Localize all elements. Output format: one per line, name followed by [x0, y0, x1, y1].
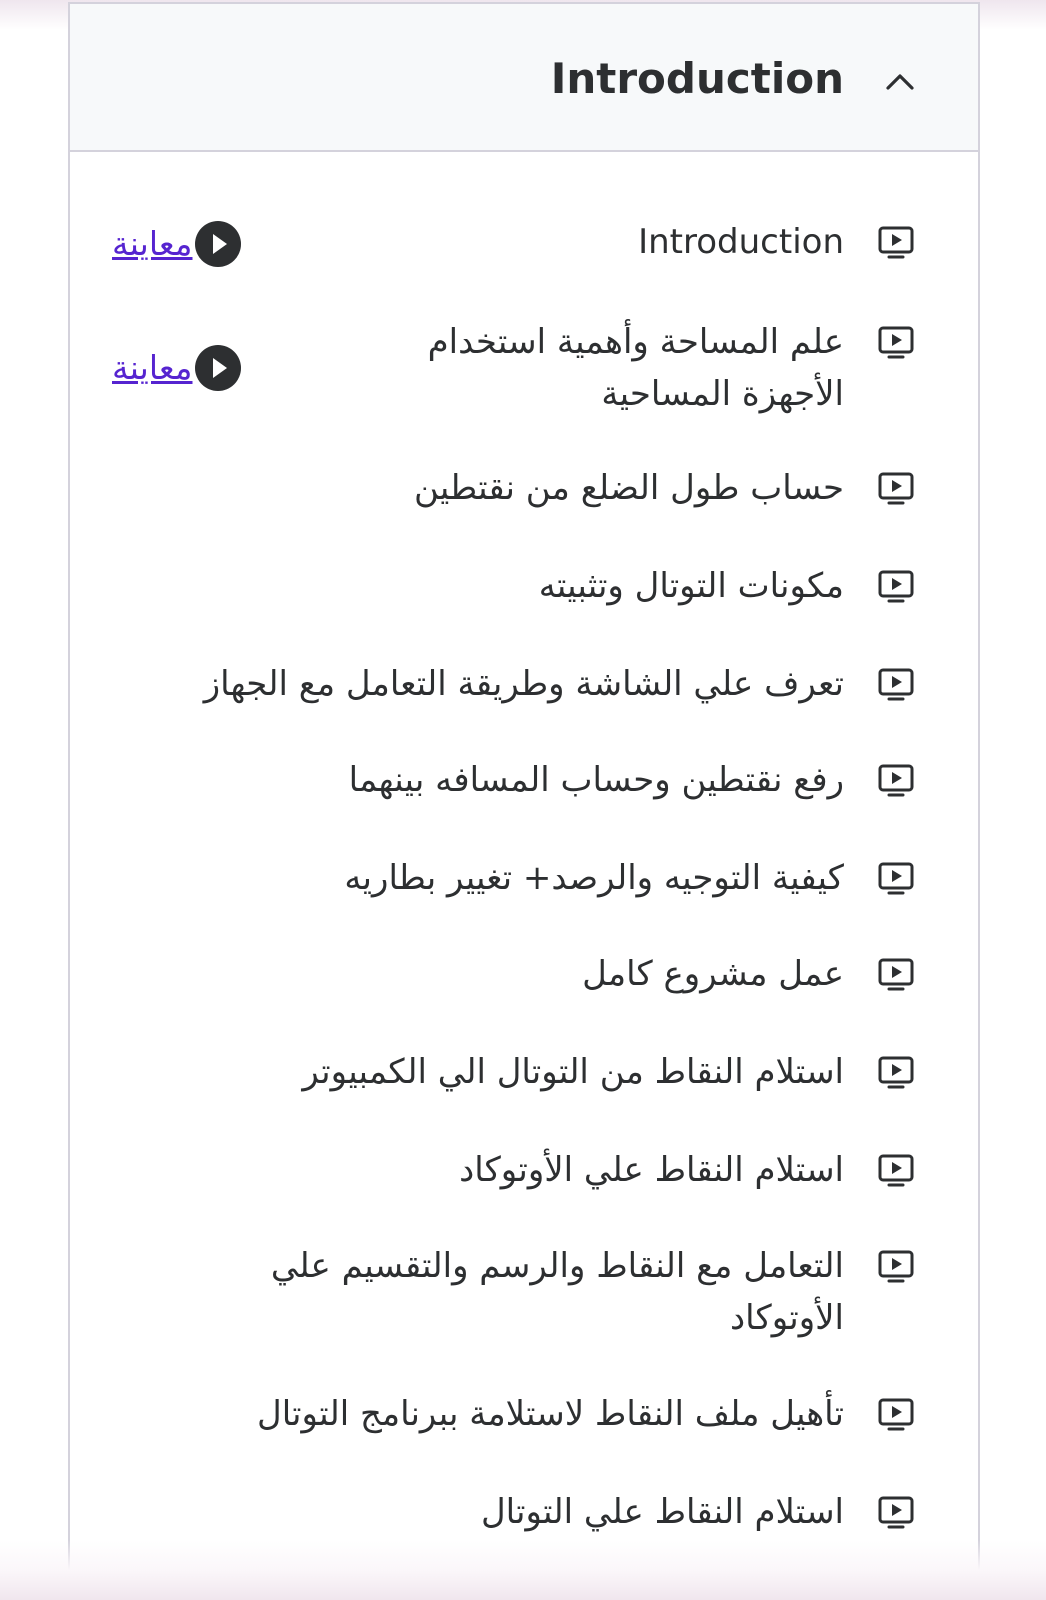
lecture-title[interactable]: Introduction [638, 222, 844, 262]
preview-link[interactable]: معاينة [112, 224, 193, 263]
play-icon[interactable] [195, 345, 241, 391]
section-title: Introduction [550, 54, 844, 103]
lecture-title[interactable]: تعرف علي الشاشة وطريقة التعامل مع الجهاز [203, 664, 844, 704]
curriculum-panel [68, 2, 980, 1600]
lecture-title[interactable]: استلام النقاط من التوتال الي الكمبيوتر [302, 1052, 844, 1092]
video-icon [876, 664, 916, 704]
video-icon [876, 1150, 916, 1190]
lecture-title[interactable]: مكونات التوتال وتثبيته [538, 566, 844, 606]
preview-button[interactable] [112, 344, 241, 392]
video-icon [876, 1492, 916, 1532]
play-icon[interactable] [195, 221, 241, 267]
lecture-title-line-1[interactable]: التعامل مع النقاط والرسم والتقسيم علي [270, 1246, 844, 1286]
video-icon [876, 954, 916, 994]
lecture-title[interactable]: استلام النقاط علي الأوتوكاد [459, 1150, 844, 1190]
video-icon [876, 1052, 916, 1092]
lecture-title[interactable]: عمل مشروع كامل [582, 954, 844, 994]
chevron-up-icon[interactable] [880, 68, 920, 92]
section-header[interactable] [70, 4, 978, 152]
video-icon [876, 858, 916, 898]
lecture-title-line-2[interactable]: الأجهزة المساحية [601, 374, 844, 414]
video-icon [876, 760, 916, 800]
lecture-title-line-2[interactable]: الأوتوكاد [730, 1298, 844, 1338]
lecture-title[interactable]: تأهيل ملف النقاط لاستلامة ببرنامج التوتال [256, 1394, 844, 1434]
video-icon [876, 1394, 916, 1434]
video-icon [876, 1246, 916, 1286]
lecture-title[interactable]: رفع نقتطين وحساب المسافه بينهما [348, 760, 844, 800]
lecture-title[interactable]: كيفية التوجيه والرصد+ تغيير بطاريه [344, 858, 844, 898]
preview-link[interactable]: معاينة [112, 348, 193, 387]
video-icon [876, 566, 916, 606]
lecture-title[interactable]: حساب طول الضلع من نقتطين [414, 468, 844, 508]
lecture-title-line-1[interactable]: علم المساحة وأهمية استخدام [427, 322, 844, 362]
video-icon [876, 222, 916, 262]
lecture-title[interactable]: استلام النقاط علي التوتال [480, 1492, 844, 1532]
video-icon [876, 322, 916, 362]
preview-button[interactable] [112, 220, 241, 268]
video-icon [876, 468, 916, 508]
